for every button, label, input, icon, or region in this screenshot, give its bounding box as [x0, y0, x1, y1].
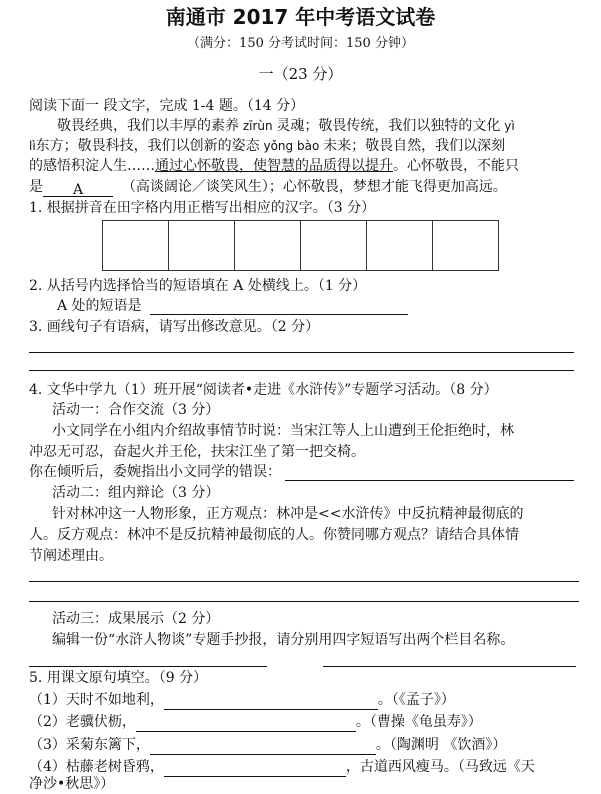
pinyin-yi: yì [500, 119, 515, 133]
q5-blank-4[interactable] [164, 760, 346, 777]
activity-1-answer-line[interactable] [285, 480, 574, 481]
q5-prefix: （2）老骥伏枥， [29, 714, 136, 730]
activity-1-text: 冲忍无可忍，奋起火并王伦，扶宋江坐了第一把交椅。 [29, 444, 365, 460]
tianzige-cell[interactable] [234, 220, 301, 271]
question-3: 3. 画线句子有语病，请写出修改意见。（2 分） [29, 319, 320, 335]
activity-1-text: 小文同学在小组内介绍故事情节时说：当宋江等人上山遭到王伦拒绝时，林 [52, 423, 514, 439]
passage-text: 灵魂；敬畏传统，我们以独特的文化 [276, 118, 501, 134]
pinyin-yongbao: yǒng bào [259, 139, 324, 153]
passage-intro: 阅读下面一 段文字，完成 1-4 题。（14 分） [29, 98, 305, 114]
pinyin-li: lì [29, 139, 36, 153]
q2-answer-label: A 处的短语是 [57, 298, 142, 314]
question-1: 1. 根据拼音在田字格内用正楷写出相应的汉字。（3 分） [29, 200, 376, 216]
column-name-line-1[interactable] [29, 666, 267, 667]
exam-subtitle: （满分：150 分考试时间：150 分钟） [187, 36, 414, 51]
activity-2-text: 节阐述理由。 [29, 548, 113, 564]
passage-line-2 [29, 136, 505, 156]
page-title: 南通市 2017 年中考语文试卷 [165, 5, 436, 29]
q5-suffix: 。（曹操《龟虽寿》） [355, 714, 482, 730]
passage-line-3 [29, 156, 519, 176]
tianzige-cell[interactable] [366, 220, 433, 271]
q5-blank-1[interactable] [164, 693, 378, 710]
activity-1-prompt: 你在倾听后，委婉指出小文同学的错误： [29, 464, 281, 480]
q5-item-1 [29, 690, 455, 710]
q5-suffix: 。（陶渊明 《饮酒》） [375, 737, 507, 753]
passage-line-4 [29, 177, 507, 197]
section-heading: 一（23 分） [258, 65, 343, 83]
passage-text: 是 [29, 179, 43, 195]
activity-3-text: 编辑一份“水浒人物谈”专题手抄报，请分别用四字短语写出两个栏目名称。 [52, 632, 515, 648]
q5-suffix: 。（《孟子》） [377, 692, 455, 708]
activity-2-title: 活动二：组内辩论（3 分） [52, 485, 220, 501]
tianzige-cell[interactable] [102, 220, 169, 271]
tianzige-cell[interactable] [300, 220, 367, 271]
activity-2-text: 人。反方观点：林冲不是反抗精神最彻底的人。你赞同哪方观点？请结合具体情 [29, 527, 519, 543]
question-5: 5. 用课文原句填空。（9 分） [29, 670, 208, 686]
q5-item-4-tail: 净沙•秋思》） [29, 776, 115, 792]
q5-blank-3[interactable] [150, 738, 376, 755]
q5-prefix: （1）天时不如地利， [29, 692, 164, 708]
passage-text: 。心怀敬畏，不能只 [393, 158, 519, 174]
underlined-sentence: 通过心怀敬畏，使智慧的品质得以提升 [155, 158, 393, 174]
activity-1-title: 活动一：合作交流（3 分） [52, 402, 220, 418]
activity-2-answer-line[interactable] [29, 581, 579, 582]
passage-line-1 [57, 116, 515, 136]
passage-text: （高谈阔论／谈笑风生）；心怀敬畏，梦想才能飞得更加高远。 [121, 179, 507, 195]
q3-answer-line[interactable] [29, 352, 574, 353]
question-2: 2. 从括号内选择恰当的短语填在 A 处横线上。（1 分） [29, 278, 367, 294]
activity-3-title: 活动三：成果展示（2 分） [52, 611, 220, 627]
q5-prefix: （4）枯藤老树昏鸦， [29, 759, 164, 775]
blank-a[interactable]: A [43, 180, 113, 197]
q5-blank-2[interactable] [136, 715, 356, 732]
tianzige-cell[interactable] [432, 220, 499, 271]
passage-text: 的感悟积淀人生…… [29, 158, 155, 174]
passage-text: 未来；敬畏自然，我们以深刻 [323, 138, 506, 154]
activity-2-answer-line[interactable] [29, 601, 579, 602]
tianzige-grid [102, 220, 499, 271]
q2-answer-line[interactable] [150, 314, 408, 315]
passage-text: 敬畏经典，我们以丰厚的素养 [57, 118, 239, 134]
q3-answer-line[interactable] [29, 370, 574, 371]
q5-item-2 [29, 712, 482, 732]
q5-item-3 [29, 735, 506, 755]
tianzige-cell[interactable] [168, 220, 235, 271]
column-name-line-2[interactable] [323, 666, 576, 667]
q5-prefix: （3）采菊东篱下， [29, 737, 150, 753]
question-4: 4. 文华中学九（1）班开展“阅读者•走进《水浒传》”专题学习活动。（8 分） [29, 382, 498, 398]
pinyin-zirun: zīrùn [239, 119, 277, 133]
activity-2-text: 针对林冲这一人物形象，正方观点：林冲是<<水浒传》中反抗精神最彻底的 [52, 506, 524, 522]
q5-suffix: ，古道西风瘦马。（马致远《天 [345, 759, 535, 775]
passage-text: 东方；敬畏科技，我们以创新的姿态 [35, 138, 260, 154]
